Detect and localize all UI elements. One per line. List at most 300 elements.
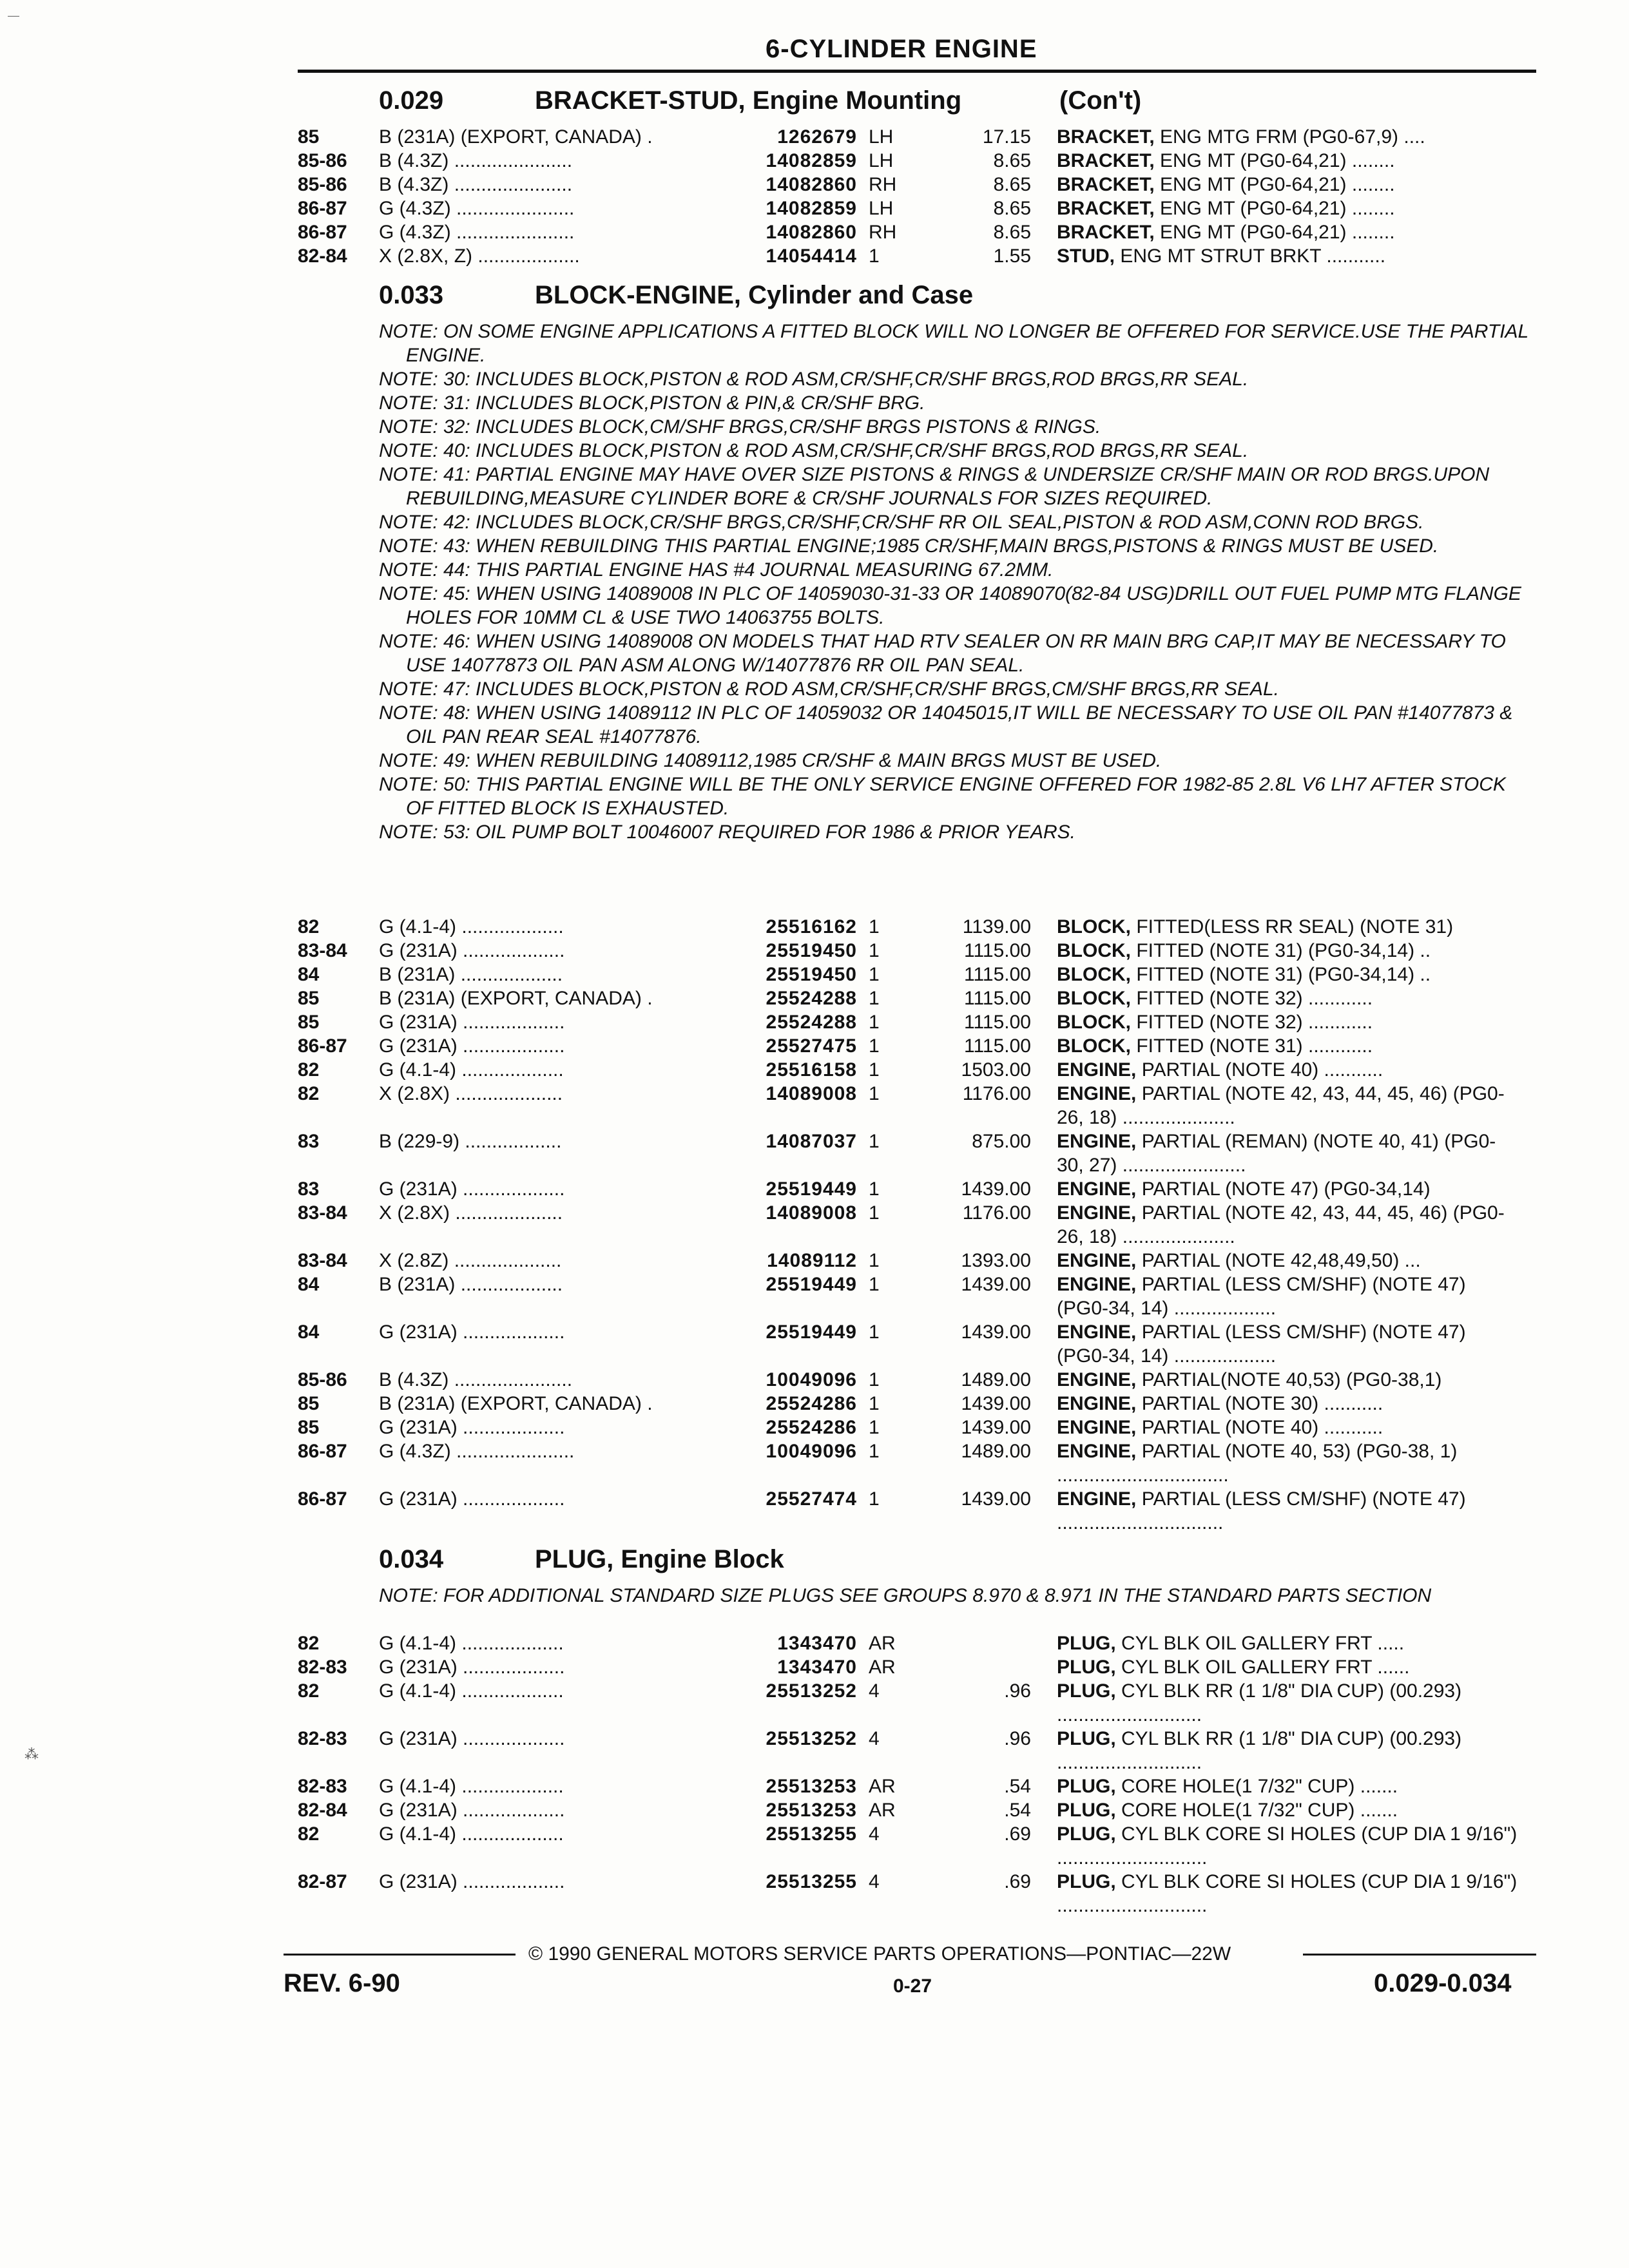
note-text: NOTE: 48: WHEN USING 14089112 IN PLC OF 14059032 OR 14045015,IT WILL BE NECESSARY TO USE OIL PAN #14077873 & OIL PAN REAR SEAL #14077876. [379, 702, 1513, 747]
description-keyword: BLOCK, [1057, 1035, 1131, 1057]
list-price: .96 [1004, 1680, 1031, 1702]
parts-row [0, 125, 1547, 149]
part-number: 14082859 [766, 198, 857, 219]
part-number: 14054414 [766, 245, 857, 267]
quantity: 4 [869, 1823, 880, 1845]
list-price: 8.65 [993, 150, 1031, 171]
list-price: 8.65 [993, 198, 1031, 219]
model-year: 83 [298, 1178, 320, 1200]
description-text: ENG MT STRUT BRKT ........... [1115, 245, 1386, 267]
part-number: 25513253 [766, 1800, 857, 1821]
list-price: 1176.00 [962, 1083, 1031, 1104]
description-keyword: ENGINE, [1057, 1202, 1137, 1224]
part-description [1057, 197, 1521, 220]
model-code: G (231A) ................... [379, 1035, 565, 1057]
parts-row [0, 1416, 1547, 1439]
list-price: .69 [1004, 1871, 1031, 1892]
model-code: G (231A) ................... [379, 1321, 565, 1343]
note-text: NOTE: 43: WHEN REBUILDING THIS PARTIAL ENGINE;1985 CR/SHF,MAIN BRGS,PISTONS & RINGS MUST BE USED. [379, 535, 1439, 557]
quantity: 4 [869, 1680, 880, 1702]
model-year: 86-87 [298, 1035, 347, 1057]
quantity: 1 [869, 1178, 880, 1200]
model-year: 85-86 [298, 174, 347, 195]
description-text: FITTED (NOTE 31) (PG0-34,14) .. [1131, 940, 1431, 961]
part-description [1057, 1201, 1521, 1249]
parts-row [0, 1870, 1547, 1917]
description-keyword: ENGINE, [1057, 1131, 1137, 1152]
part-description [1057, 939, 1521, 963]
section-continued: (Con't) [1059, 86, 1142, 115]
description-keyword: STUD, [1057, 245, 1115, 267]
part-description [1057, 1798, 1521, 1822]
model-code: G (231A) ................... [379, 1728, 565, 1749]
model-year: 85 [298, 1393, 320, 1414]
model-code: G (4.1-4) ................... [379, 1680, 564, 1702]
list-price: 875.00 [972, 1131, 1031, 1152]
parts-row [0, 1631, 1547, 1655]
part-description [1057, 1870, 1521, 1917]
model-code: B (231A) ................... [379, 1274, 563, 1295]
list-price: 1489.00 [961, 1441, 1031, 1462]
parts-row [0, 1655, 1547, 1679]
scan-mark: ⁂ [24, 1746, 39, 1762]
part-number: 25524286 [766, 1417, 857, 1438]
model-code: X (2.8X, Z) ................... [379, 245, 580, 267]
parts-row [0, 149, 1547, 173]
description-keyword: PLUG, [1057, 1728, 1116, 1749]
list-price: 1176.00 [962, 1202, 1031, 1224]
part-number: 25513252 [766, 1680, 857, 1702]
note-text: NOTE: 45: WHEN USING 14089008 IN PLC OF 14059030-31-33 OR 14089070(82-84 USG)DRILL OUT FUEL PUMP MTG FLANGE HOLES FOR 10MM CL & USE TWO 14063755 BOLTS. [379, 583, 1521, 628]
description-keyword: ENGINE, [1057, 1274, 1137, 1295]
list-price: 1.55 [993, 245, 1031, 267]
model-year: 84 [298, 964, 320, 985]
description-text: PARTIAL (NOTE 42, 43, 44, 45, 46) (PG0-26, 18) ..................... [1057, 1202, 1505, 1247]
list-price: 1115.00 [964, 1012, 1031, 1033]
model-code: G (4.1-4) ................... [379, 916, 564, 937]
description-keyword: ENGINE, [1057, 1250, 1137, 1271]
description-keyword: PLUG, [1057, 1657, 1116, 1678]
quantity: 1 [869, 964, 880, 985]
model-year: 83-84 [298, 940, 347, 961]
note-text: NOTE: ON SOME ENGINE APPLICATIONS A FITTED BLOCK WILL NO LONGER BE OFFERED FOR SERVICE.USE THE PARTIAL ENGINE. [379, 321, 1528, 366]
note-text: NOTE: 30: INCLUDES BLOCK,PISTON & ROD ASM,CR/SHF,CR/SHF BRGS,ROD BRGS,RR SEAL. [379, 369, 1249, 390]
note-text: NOTE: 53: OIL PUMP BOLT 10046007 REQUIRED FOR 1986 & PRIOR YEARS. [379, 822, 1075, 843]
description-text: PARTIAL (NOTE 40, 53) (PG0-38, 1) ................................ [1057, 1441, 1458, 1486]
note-text: NOTE: 46: WHEN USING 14089008 ON MODELS THAT HAD RTV SEALER ON RR MAIN BRG CAP,IT MAY BE NECESSARY TO USE 14077873 OIL PAN ASM ALONG W/14077876 RR OIL PAN SEAL. [379, 631, 1506, 676]
part-description [1057, 1010, 1521, 1034]
section-heading-0029 [379, 86, 1142, 116]
description-text: PARTIAL (NOTE 42, 43, 44, 45, 46) (PG0-26, 18) ..................... [1057, 1083, 1505, 1128]
note-text: NOTE: 31: INCLUDES BLOCK,PISTON & PIN,& CR/SHF BRG. [379, 392, 925, 414]
model-year: 86-87 [298, 198, 347, 219]
description-keyword: PLUG, [1057, 1871, 1116, 1892]
list-price: 1115.00 [964, 964, 1031, 985]
description-keyword: BLOCK, [1057, 1012, 1131, 1033]
part-number: 1262679 [777, 126, 857, 148]
part-number: 25516158 [766, 1059, 857, 1081]
description-text: CYL BLK RR (1 1/8" DIA CUP) (00.293) ........................... [1057, 1680, 1462, 1725]
description-text: ENG MTG FRM (PG0-67,9) .... [1154, 126, 1425, 148]
quantity: 4 [869, 1728, 880, 1749]
quantity: LH [869, 150, 894, 171]
part-number: 25519449 [766, 1321, 857, 1343]
model-year: 83-84 [298, 1250, 347, 1271]
section-number: 0.033 [379, 281, 444, 309]
quantity: 1 [869, 916, 880, 937]
parts-row [0, 939, 1547, 963]
quantity: LH [869, 198, 894, 219]
list-price: 1115.00 [964, 940, 1031, 961]
note-text: NOTE: 42: INCLUDES BLOCK,CR/SHF BRGS,CR/SHF,CR/SHF RR OIL SEAL,PISTON & ROD ASM,CONN ROD BRGS. [379, 512, 1424, 533]
model-code: X (2.8X) .................... [379, 1083, 563, 1104]
model-year: 85 [298, 988, 320, 1009]
model-code: G (231A) ................... [379, 940, 565, 961]
model-year: 84 [298, 1274, 320, 1295]
description-keyword: BLOCK, [1057, 988, 1131, 1009]
parts-row [0, 1392, 1547, 1416]
description-keyword: ENGINE, [1057, 1059, 1137, 1081]
list-price: 1439.00 [961, 1393, 1031, 1414]
parts-row [0, 220, 1547, 244]
section-heading-0033 [379, 281, 973, 311]
footer-section-range: 0.029-0.034 [1374, 1969, 1512, 1997]
parts-row [0, 1368, 1547, 1392]
model-code: B (231A) (EXPORT, CANADA) . [379, 988, 653, 1009]
description-text: ENG MT (PG0-64,21) ........ [1154, 222, 1395, 243]
description-text: PARTIAL (REMAN) (NOTE 40, 41) (PG0-30, 27) ....................... [1057, 1131, 1496, 1176]
part-description [1057, 1034, 1521, 1058]
description-text: PARTIAL(NOTE 40,53) (PG0-38,1) [1136, 1369, 1442, 1390]
list-price: 17.15 [982, 126, 1031, 148]
model-code: G (4.1-4) ................... [379, 1776, 564, 1797]
description-keyword: ENGINE, [1057, 1417, 1137, 1438]
description-text: CYL BLK OIL GALLERY FRT ..... [1115, 1633, 1405, 1654]
footer-rule-left [284, 1954, 516, 1956]
parts-row [0, 986, 1547, 1010]
model-code: X (2.8X) .................... [379, 1202, 563, 1224]
description-keyword: PLUG, [1057, 1776, 1116, 1797]
parts-row [0, 173, 1547, 197]
model-year: 82-84 [298, 245, 347, 267]
part-number: 10049096 [766, 1441, 857, 1462]
part-number: 14087037 [766, 1131, 857, 1152]
parts-row [0, 1034, 1547, 1058]
model-year: 82 [298, 1059, 320, 1081]
quantity: 1 [869, 1393, 880, 1414]
model-year: 86-87 [298, 1441, 347, 1462]
quantity: 1 [869, 940, 880, 961]
section-title: BLOCK-ENGINE, Cylinder and Case [535, 281, 974, 309]
description-keyword: ENGINE, [1057, 1393, 1137, 1414]
list-price: 1489.00 [961, 1369, 1031, 1390]
part-number: 25527475 [766, 1035, 857, 1057]
part-number: 25513255 [766, 1871, 857, 1892]
description-keyword: ENGINE, [1057, 1441, 1137, 1462]
part-description [1057, 1487, 1521, 1535]
model-code: B (4.3Z) ...................... [379, 150, 573, 171]
list-price: 1439.00 [961, 1178, 1031, 1200]
list-price: 1115.00 [964, 1035, 1031, 1057]
quantity: 1 [869, 1059, 880, 1081]
model-code: B (231A) (EXPORT, CANADA) . [379, 126, 653, 148]
description-text: CYL BLK RR (1 1/8" DIA CUP) (00.293) ........................... [1057, 1728, 1462, 1773]
description-keyword: BRACKET, [1057, 198, 1155, 219]
quantity: RH [869, 222, 897, 243]
model-year: 84 [298, 1321, 320, 1343]
parts-row [0, 244, 1547, 268]
quantity: 1 [869, 1488, 880, 1510]
parts-row [0, 1201, 1547, 1249]
description-text: CYL BLK OIL GALLERY FRT ...... [1115, 1657, 1410, 1678]
part-number: 14082860 [766, 174, 857, 195]
section-number: 0.029 [379, 86, 444, 115]
description-text: PARTIAL (NOTE 40) ........... [1136, 1417, 1383, 1438]
parts-row [0, 1439, 1547, 1487]
part-description [1057, 125, 1521, 149]
description-text: ENG MT (PG0-64,21) ........ [1154, 150, 1395, 171]
scan-mark: — [8, 9, 19, 22]
description-text: CORE HOLE(1 7/32" CUP) ....... [1115, 1776, 1398, 1797]
description-keyword: BLOCK, [1057, 916, 1131, 937]
note-text: NOTE: 47: INCLUDES BLOCK,PISTON & ROD ASM,CR/SHF,CR/SHF BRGS,CM/SHF BRGS,RR SEAL. [379, 678, 1279, 700]
parts-row [0, 915, 1547, 939]
quantity: LH [869, 126, 894, 148]
description-keyword: ENGINE, [1057, 1369, 1137, 1390]
list-price: 1439.00 [961, 1321, 1031, 1343]
part-description [1057, 1416, 1521, 1439]
part-number: 25519450 [766, 964, 857, 985]
part-description [1057, 915, 1521, 939]
model-year: 85-86 [298, 1369, 347, 1390]
part-description [1057, 1058, 1521, 1082]
part-number: 25519450 [766, 940, 857, 961]
description-keyword: BRACKET, [1057, 174, 1155, 195]
part-number: 25513252 [766, 1728, 857, 1749]
quantity: AR [869, 1657, 896, 1678]
quantity: 1 [869, 1012, 880, 1033]
quantity: 1 [869, 1417, 880, 1438]
model-year: 85 [298, 1417, 320, 1438]
part-description [1057, 1129, 1521, 1177]
model-year: 85-86 [298, 150, 347, 171]
model-year: 86-87 [298, 1488, 347, 1510]
model-code: G (4.1-4) ................... [379, 1633, 564, 1654]
part-number: 14089008 [766, 1083, 857, 1104]
list-price: .54 [1004, 1776, 1031, 1797]
part-description [1057, 1273, 1521, 1320]
part-description [1057, 1368, 1521, 1392]
quantity: 1 [869, 1083, 880, 1104]
description-text: CYL BLK CORE SI HOLES (CUP DIA 1 9/16") ............................ [1057, 1823, 1518, 1869]
list-price: 1439.00 [961, 1417, 1031, 1438]
section-0034-note: NOTE: FOR ADDITIONAL STANDARD SIZE PLUGS SEE GROUPS 8.970 & 8.971 IN THE STANDARD PARTS SECTION [379, 1585, 1432, 1606]
description-keyword: PLUG, [1057, 1633, 1116, 1654]
description-keyword: PLUG, [1057, 1800, 1116, 1821]
parts-row [0, 1082, 1547, 1129]
list-price: 1393.00 [961, 1250, 1031, 1271]
quantity: 1 [869, 1035, 880, 1057]
model-code: G (231A) ................... [379, 1488, 565, 1510]
quantity: 1 [869, 1274, 880, 1295]
part-description [1057, 1822, 1521, 1870]
list-price: .54 [1004, 1800, 1031, 1821]
model-year: 82-84 [298, 1800, 347, 1821]
note-text: NOTE: 50: THIS PARTIAL ENGINE WILL BE THE ONLY SERVICE ENGINE OFFERED FOR 1982-85 2.8L V6 LH7 AFTER STOCK OF FITTED BLOCK IS EXHAUSTED. [379, 774, 1506, 819]
part-description [1057, 1774, 1521, 1798]
part-number: 25513253 [766, 1776, 857, 1797]
model-code: B (231A) ................... [379, 964, 563, 985]
parts-row [0, 1798, 1547, 1822]
description-text: PARTIAL (LESS CM/SHF) (NOTE 47) (PG0-34, 14) ................... [1057, 1274, 1466, 1319]
model-code: G (231A) ................... [379, 1417, 565, 1438]
model-code: G (231A) ................... [379, 1657, 565, 1678]
description-text: PARTIAL (NOTE 42,48,49,50) ... [1136, 1250, 1421, 1271]
part-description [1057, 244, 1521, 268]
part-description [1057, 1082, 1521, 1129]
model-year: 83 [298, 1131, 320, 1152]
header-rule [298, 70, 1536, 73]
model-year: 82-83 [298, 1728, 347, 1749]
footer-rule-right [1303, 1954, 1536, 1956]
parts-row [0, 1774, 1547, 1798]
description-text: CYL BLK CORE SI HOLES (CUP DIA 1 9/16") ............................ [1057, 1871, 1518, 1916]
model-year: 82 [298, 916, 320, 937]
list-price: 1139.00 [962, 916, 1031, 937]
description-keyword: PLUG, [1057, 1823, 1116, 1845]
model-year: 82 [298, 1083, 320, 1104]
model-code: B (4.3Z) ...................... [379, 174, 573, 195]
footer-page-number: 0-27 [893, 1975, 932, 1997]
part-description [1057, 1177, 1521, 1201]
list-price: 1439.00 [961, 1488, 1031, 1510]
description-keyword: ENGINE, [1057, 1321, 1137, 1343]
model-code: G (231A) ................... [379, 1012, 565, 1033]
section-title: PLUG, Engine Block [535, 1545, 784, 1573]
list-price: .96 [1004, 1728, 1031, 1749]
part-number: 25524288 [766, 988, 857, 1009]
footer-revision: REV. 6-90 [284, 1969, 400, 1997]
parts-row [0, 1320, 1547, 1368]
model-code: G (4.3Z) ...................... [379, 198, 575, 219]
part-description [1057, 1320, 1521, 1368]
description-text: ENG MT (PG0-64,21) ........ [1154, 198, 1395, 219]
footer-copyright: © 1990 GENERAL MOTORS SERVICE PARTS OPERATIONS—PONTIAC—22W [528, 1943, 1231, 1965]
description-keyword: ENGINE, [1057, 1488, 1137, 1510]
description-text: FITTED (NOTE 31) ............ [1131, 1035, 1373, 1057]
note-text: NOTE: 41: PARTIAL ENGINE MAY HAVE OVER SIZE PISTONS & RINGS & UNDERSIZE CR/SHF MAIN OR ROD BRGS.UPON REBUILDING,MEASURE CYLINDER BORE & CR/SHF JOURNALS FOR SIZES REQUIRED. [379, 464, 1490, 509]
list-price: 1439.00 [961, 1274, 1031, 1295]
section-number: 0.034 [379, 1545, 444, 1573]
part-number: 25519449 [766, 1274, 857, 1295]
model-year: 82-83 [298, 1776, 347, 1797]
parts-row [0, 1273, 1547, 1320]
part-number: 14089112 [767, 1250, 857, 1271]
note-text: NOTE: 32: INCLUDES BLOCK,CM/SHF BRGS,CR/SHF BRGS PISTONS & RINGS. [379, 416, 1101, 437]
description-text: PARTIAL (NOTE 30) ........... [1136, 1393, 1383, 1414]
model-year: 82-83 [298, 1657, 347, 1678]
part-description [1057, 1655, 1521, 1679]
model-year: 82 [298, 1680, 320, 1702]
part-number: 10049096 [766, 1369, 857, 1390]
part-number: 14082860 [766, 222, 857, 243]
model-code: G (4.1-4) ................... [379, 1823, 564, 1845]
model-code: B (229-9) .................. [379, 1131, 562, 1152]
description-text: CORE HOLE(1 7/32" CUP) ....... [1115, 1800, 1398, 1821]
model-code: G (4.3Z) ...................... [379, 1441, 575, 1462]
page-header-title: 6-CYLINDER ENGINE [766, 35, 1037, 63]
part-description [1057, 1727, 1521, 1774]
note-text: NOTE: 49: WHEN REBUILDING 14089112,1985 CR/SHF & MAIN BRGS MUST BE USED. [379, 750, 1162, 771]
quantity: RH [869, 174, 897, 195]
description-text: FITTED (NOTE 32) ............ [1131, 988, 1373, 1009]
model-code: G (4.1-4) ................... [379, 1059, 564, 1081]
description-text: FITTED(LESS RR SEAL) (NOTE 31) [1131, 916, 1454, 937]
model-year: 85 [298, 1012, 320, 1033]
model-year: 82-87 [298, 1871, 347, 1892]
part-number: 1343470 [777, 1633, 857, 1654]
part-number: 14082859 [766, 150, 857, 171]
part-description [1057, 1679, 1521, 1727]
part-number: 14089008 [766, 1202, 857, 1224]
part-description [1057, 149, 1521, 173]
model-code: G (4.3Z) ...................... [379, 222, 575, 243]
model-code: B (231A) (EXPORT, CANADA) . [379, 1393, 653, 1414]
section-title: BRACKET-STUD, Engine Mounting [535, 86, 962, 115]
parts-row [0, 1249, 1547, 1273]
model-code: G (231A) ................... [379, 1871, 565, 1892]
quantity: AR [869, 1800, 896, 1821]
description-keyword: BRACKET, [1057, 222, 1155, 243]
note-text: NOTE: 40: INCLUDES BLOCK,PISTON & ROD ASM,CR/SHF,CR/SHF BRGS,ROD BRGS,RR SEAL. [379, 440, 1249, 461]
parts-row [0, 1177, 1547, 1201]
part-number: 25516162 [766, 916, 857, 937]
quantity: 4 [869, 1871, 880, 1892]
part-description [1057, 173, 1521, 197]
description-text: PARTIAL (LESS CM/SHF) (NOTE 47) ............................... [1057, 1488, 1466, 1533]
model-code: X (2.8Z) .................... [379, 1250, 562, 1271]
parts-row [0, 197, 1547, 220]
list-price: 8.65 [993, 174, 1031, 195]
part-description [1057, 963, 1521, 986]
description-keyword: BRACKET, [1057, 150, 1155, 171]
model-code: B (4.3Z) ...................... [379, 1369, 573, 1390]
part-number: 25524288 [766, 1012, 857, 1033]
part-number: 25527474 [766, 1488, 857, 1510]
description-text: PARTIAL (NOTE 40) ........... [1136, 1059, 1383, 1081]
quantity: 1 [869, 1131, 880, 1152]
part-description [1057, 1631, 1521, 1655]
quantity: AR [869, 1633, 896, 1654]
description-keyword: PLUG, [1057, 1680, 1116, 1702]
quantity: 1 [869, 1202, 880, 1224]
section-0033-notes [379, 320, 1532, 844]
quantity: 1 [869, 245, 880, 267]
description-keyword: ENGINE, [1057, 1178, 1137, 1200]
list-price: 8.65 [993, 222, 1031, 243]
model-year: 83-84 [298, 1202, 347, 1224]
description-keyword: BLOCK, [1057, 940, 1131, 961]
parts-row [0, 1822, 1547, 1870]
part-number: 1343470 [777, 1657, 857, 1678]
model-year: 82 [298, 1633, 320, 1654]
part-number: 25524286 [766, 1393, 857, 1414]
description-text: PARTIAL (NOTE 47) (PG0-34,14) [1136, 1178, 1431, 1200]
section-heading-0034 [379, 1545, 784, 1575]
part-description [1057, 986, 1521, 1010]
part-description [1057, 1439, 1521, 1487]
model-year: 82 [298, 1823, 320, 1845]
